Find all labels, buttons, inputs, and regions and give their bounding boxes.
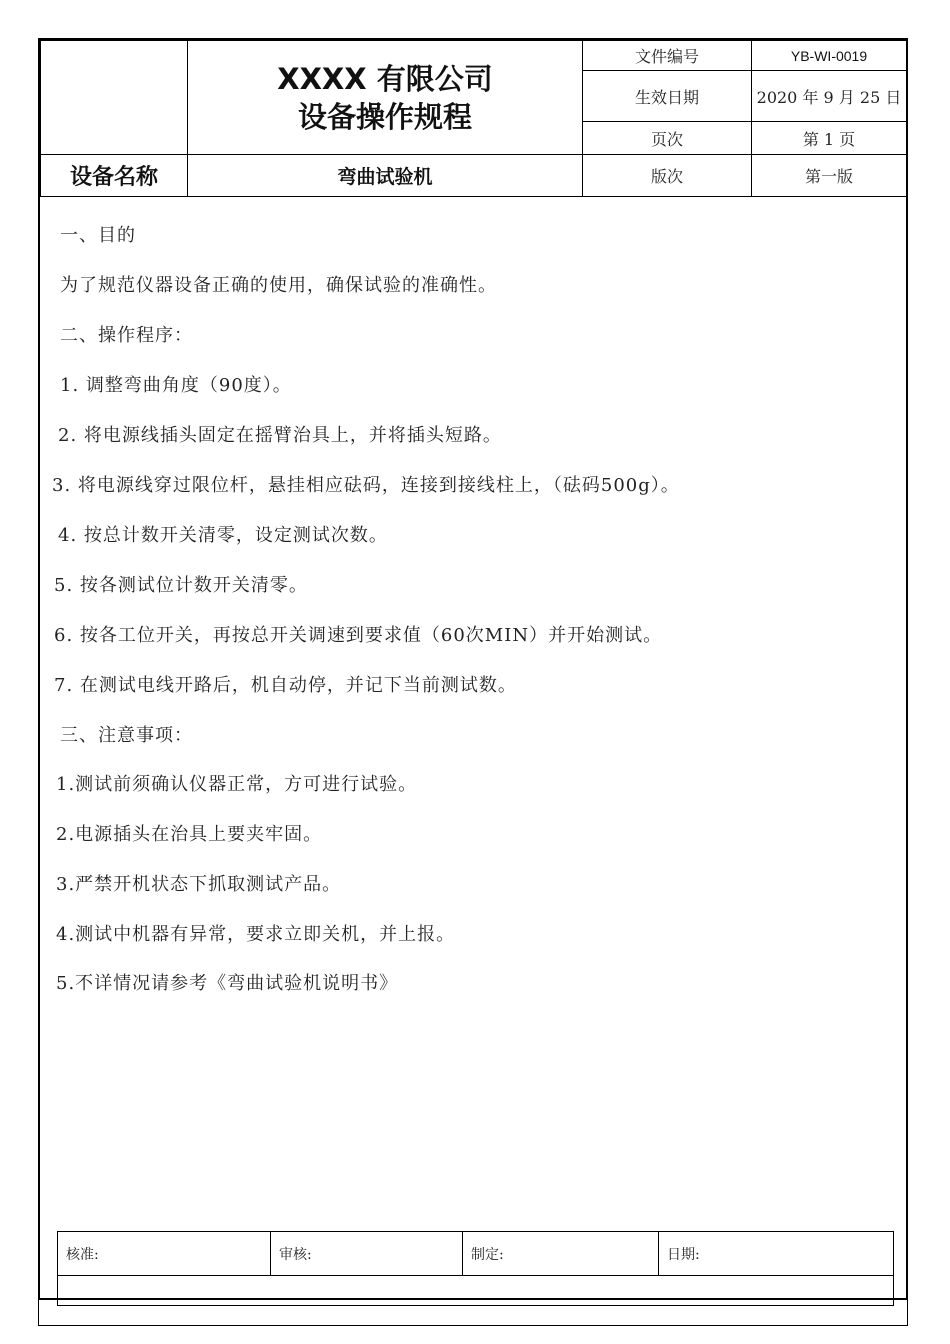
company-name: XXXX 有限公司 <box>277 61 493 96</box>
review-label: 审核: <box>271 1232 463 1276</box>
note-item: 2.电源插头在治具上要夹牢固。 <box>56 824 323 845</box>
page-label: 页次 <box>583 122 752 155</box>
signature-blank-row <box>58 1276 894 1306</box>
section-heading-notes: 三、注意事项： <box>60 725 193 746</box>
equipment-name: 弯曲试验机 <box>188 155 583 197</box>
header-blank-cell <box>41 41 188 155</box>
header-table <box>40 40 907 197</box>
procedure-step: 1. 调整弯曲角度（90度）。 <box>60 375 292 396</box>
note-item: 3.严禁开机状态下抓取测试产品。 <box>56 874 342 895</box>
equipment-label: 设备名称 <box>41 155 188 197</box>
document-title: 设备操作规程 <box>297 99 472 134</box>
procedure-step: 5. 按各测试位计数开关清零。 <box>54 575 308 596</box>
procedure-step: 2. 将电源线插头固定在摇臂治具上，并将插头短路。 <box>58 425 502 446</box>
note-item: 4.测试中机器有异常，要求立即关机，并上报。 <box>56 924 456 945</box>
page-value: 第 1 页 <box>752 122 907 155</box>
effective-date-value: 2020 年 9 月 25 日 <box>752 71 907 122</box>
header-title-cell <box>188 41 583 155</box>
doc-no-value: YB-WI-0019 <box>752 41 907 71</box>
procedure-step: 7. 在测试电线开路后，机自动停，并记下当前测试数。 <box>54 675 517 696</box>
doc-no-label: 文件编号 <box>583 41 752 71</box>
version-label: 版次 <box>583 155 752 197</box>
date-label: 日期: <box>659 1232 894 1276</box>
procedure-step: 3. 将电源线穿过限位杆，悬挂相应砝码，连接到接线柱上，（砝码500g）。 <box>52 475 680 496</box>
version-value: 第一版 <box>752 155 907 197</box>
approve-label: 核准: <box>58 1232 271 1276</box>
note-item: 5.不详情况请参考《弯曲试验机说明书》 <box>56 973 399 994</box>
effective-date-label: 生效日期 <box>583 71 752 122</box>
section-heading-procedure: 二、操作程序： <box>60 325 193 346</box>
document-frame <box>38 38 908 1300</box>
section-heading-purpose: 一、目的 <box>60 225 136 246</box>
signature-table <box>57 1231 894 1306</box>
prepare-label: 制定: <box>463 1232 659 1276</box>
purpose-text: 为了规范仪器设备正确的使用，确保试验的准确性。 <box>60 275 497 296</box>
note-item: 1.测试前须确认仪器正常，方可进行试验。 <box>56 774 418 795</box>
procedure-step: 4. 按总计数开关清零，设定测试次数。 <box>58 525 388 546</box>
procedure-step: 6. 按各工位开关，再按总开关调速到要求值（60次MIN）并开始测试。 <box>54 625 663 646</box>
